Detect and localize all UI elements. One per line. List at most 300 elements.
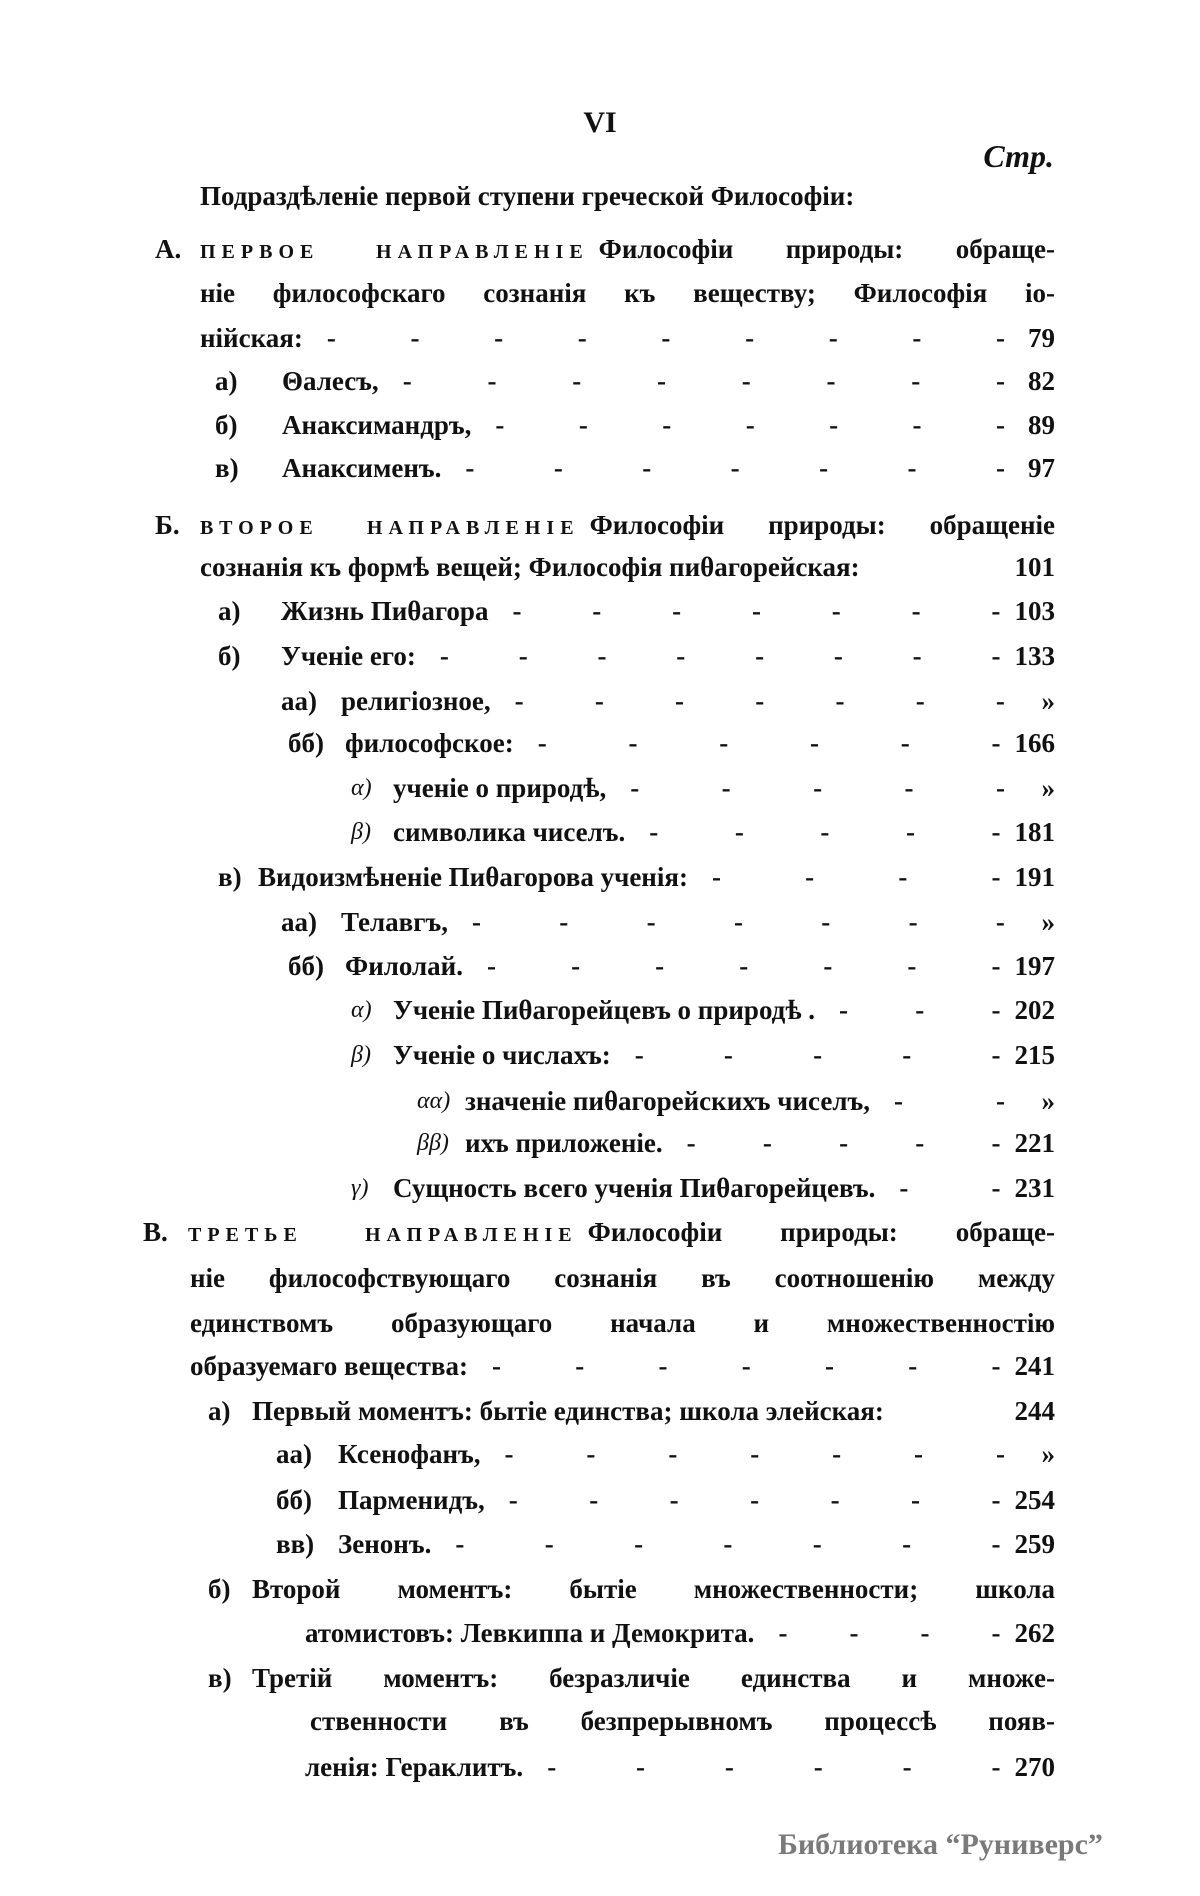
dot-leader (606, 769, 1019, 807)
entry-label: бб) (276, 1485, 312, 1515)
dot-leader (625, 813, 1014, 851)
toc-entry[interactable] (0, 506, 1200, 544)
leader-dash: - (402, 366, 412, 396)
leader-dash: - (839, 1128, 849, 1158)
entry-label: в) (218, 862, 242, 892)
toc-entry[interactable] (0, 1169, 1200, 1207)
entry-page-number: 262 (1014, 1618, 1055, 1648)
leader-dash: - (410, 323, 420, 353)
entry-label: αα) (417, 1088, 451, 1114)
entry-label: β) (351, 1042, 371, 1068)
toc-entry[interactable] (0, 1659, 1200, 1697)
leader-dash: - (487, 951, 496, 981)
leader-dash: - (991, 1128, 1001, 1158)
leader-dash: - (537, 728, 547, 758)
toc-entry[interactable] (0, 1082, 1200, 1120)
entry-page-number: 89 (1028, 410, 1055, 440)
entry-title (252, 1392, 884, 1430)
leader-dash: - (597, 641, 607, 671)
dot-leader (870, 1082, 1019, 1120)
entry-page-number: » (1041, 686, 1055, 716)
entry-body (190, 1347, 1055, 1385)
entry-body (341, 682, 1055, 720)
toc-entry[interactable] (0, 592, 1200, 630)
entry-body (200, 319, 1055, 357)
leader-dash: - (915, 686, 925, 716)
leader-dash: - (739, 951, 749, 981)
leader-dash: - (655, 951, 665, 981)
entry-page-number: 231 (1014, 1173, 1055, 1203)
toc-entry[interactable] (0, 406, 1200, 444)
entry-title (465, 1124, 663, 1162)
toc-entry[interactable] (0, 813, 1200, 851)
leader-dash: - (991, 1752, 1001, 1782)
leader-dash: - (912, 410, 922, 440)
leader-dash: - (902, 1529, 912, 1559)
leader-dash: - (991, 1040, 1001, 1070)
entry-text: Третiй моментъ: безразличiе единства и множе- (252, 1663, 1055, 1693)
leader-dash: - (829, 410, 839, 440)
leader-dash: - (745, 323, 755, 353)
entry-text: Ученiе о числахъ: (393, 1040, 611, 1070)
entry-title (252, 1570, 1055, 1608)
leader-dash: - (634, 1529, 644, 1559)
entry-text: ленiя: Гераклитъ. (305, 1752, 524, 1782)
entry-title (252, 1659, 1055, 1697)
leader-dash: - (575, 1351, 585, 1381)
leader-dash: - (514, 686, 524, 716)
leader-dash: - (813, 773, 823, 803)
entry-title (341, 682, 491, 720)
leader-dash: - (812, 1529, 822, 1559)
entry-text: образуемаго вещества: (190, 1351, 468, 1381)
leader-dash: - (911, 366, 921, 396)
entry-page-number: 270 (1014, 1752, 1055, 1782)
entry-title (200, 506, 1055, 547)
leader-dash: - (991, 1351, 1001, 1381)
entry-heading-spaced: ПЕРВОЕ НАПРАВЛЕНIЕ (200, 241, 589, 263)
toc-entry[interactable] (0, 1570, 1200, 1608)
entry-page-number: 79 (1028, 323, 1055, 353)
entry-page-number: 259 (1014, 1529, 1055, 1559)
entry-body (282, 449, 1055, 487)
leader-dash: - (668, 1439, 678, 1469)
leader-dash: - (686, 1128, 696, 1158)
leader-dash: - (751, 596, 761, 626)
leader-dash: - (572, 366, 582, 396)
entry-body (393, 991, 1055, 1029)
entry-text: философское: (345, 728, 514, 758)
leader-dash: - (750, 1485, 760, 1515)
toc-entry[interactable] (0, 858, 1200, 896)
entry-text: Θалесъ, (282, 366, 379, 396)
entry-page-number: 101 (1014, 552, 1055, 582)
entry-label: аа) (276, 1439, 312, 1469)
leader-dash: - (813, 1040, 823, 1070)
toc-entry[interactable] (0, 1748, 1200, 1786)
entry-title (465, 1082, 870, 1120)
entry-text: символика чиселъ. (393, 817, 626, 847)
leader-dash: - (991, 728, 1001, 758)
entry-text: Философiи природы: обращенiе (589, 510, 1055, 540)
entry-page-number: 133 (1014, 641, 1055, 671)
leader-dash: - (676, 641, 686, 671)
leader-dash: - (995, 773, 1005, 803)
entry-title (393, 991, 815, 1029)
entry-body (338, 1525, 1055, 1563)
leader-dash: - (907, 453, 917, 483)
leader-dash: - (734, 817, 744, 847)
leader-dash: - (813, 1752, 823, 1782)
leader-dash: - (819, 453, 829, 483)
entry-text: Зенонъ. (338, 1529, 432, 1559)
leader-dash: - (915, 995, 925, 1025)
leader-dash: - (439, 641, 449, 671)
entry-text: Ученiе Пиθагорейцевъ о природѣ . (393, 995, 816, 1025)
entry-body (393, 813, 1055, 851)
toc-entry[interactable] (0, 903, 1200, 941)
entry-text: Жизнь Пиθагора (281, 596, 489, 626)
entry-text: религiозное, (341, 686, 491, 716)
leader-dash: - (991, 1173, 1001, 1203)
entry-title (345, 947, 463, 985)
entry-page-number: » (1041, 907, 1055, 937)
leader-dash: - (902, 1752, 912, 1782)
entry-body (393, 1036, 1055, 1074)
toc-entry[interactable] (0, 1259, 1200, 1297)
leader-dash: - (995, 410, 1005, 440)
entry-title (338, 1481, 485, 1519)
toc-entry[interactable] (0, 1614, 1200, 1652)
dot-leader (523, 1748, 1014, 1786)
leader-dash: - (733, 907, 743, 937)
entry-page-number: 244 (1014, 1396, 1055, 1426)
entry-title (338, 1435, 481, 1473)
entry-body (393, 769, 1055, 807)
leader-dash: - (995, 453, 1005, 483)
leader-dash: - (825, 1351, 834, 1381)
entry-body (393, 1169, 1055, 1207)
entry-body (338, 1481, 1055, 1519)
leader-dash: - (995, 907, 1005, 937)
toc-entry[interactable] (0, 1702, 1200, 1740)
entry-title (282, 406, 471, 444)
leader-dash: - (586, 1439, 596, 1469)
leader-dash: - (741, 1351, 751, 1381)
entry-body (252, 1392, 1055, 1430)
leader-dash: - (634, 1040, 644, 1070)
toc-entry[interactable] (0, 319, 1200, 357)
entry-page-number: 191 (1014, 862, 1055, 892)
page-column-label: Стр. (983, 138, 1054, 174)
toc-entry[interactable] (0, 1304, 1200, 1342)
entry-label: γ) (351, 1175, 369, 1201)
entry-body (338, 1435, 1055, 1473)
dot-leader (448, 903, 1019, 941)
leader-dash: - (911, 1485, 921, 1515)
entry-title (200, 319, 303, 357)
leader-dash: - (907, 951, 917, 981)
toc-entry[interactable] (0, 947, 1200, 985)
leader-dash: - (995, 686, 1005, 716)
leader-dash: - (656, 366, 666, 396)
toc-entry[interactable] (0, 1124, 1200, 1162)
toc-entry[interactable] (0, 724, 1200, 762)
leader-dash: - (908, 1351, 918, 1381)
entry-text: Сущность всего ученiя Пиθагорейцевъ. (393, 1173, 876, 1203)
entry-text: атомистовъ: Левкиппа и Демокрита. (305, 1618, 755, 1648)
leader-dash: - (730, 453, 740, 483)
leader-dash: - (512, 596, 522, 626)
dot-leader (875, 1169, 1014, 1207)
toc-entry[interactable] (0, 177, 1200, 215)
leader-dash: - (991, 1485, 1001, 1515)
dot-leader (663, 1124, 1015, 1162)
toc-entry[interactable] (0, 1347, 1200, 1385)
toc-entry[interactable] (0, 1213, 1200, 1251)
leader-dash: - (649, 817, 659, 847)
entry-title (190, 1347, 468, 1385)
leader-dash: - (991, 817, 1001, 847)
leader-dash: - (805, 862, 815, 892)
entry-title (341, 903, 448, 941)
entry-text: ихъ приложенiе. (465, 1128, 663, 1158)
leader-dash: - (518, 641, 528, 671)
entry-label: а) (215, 366, 238, 396)
leader-dash: - (465, 453, 475, 483)
entry-page-number: » (1041, 1086, 1055, 1116)
leader-dash: - (494, 323, 504, 353)
leader-dash: - (762, 1128, 772, 1158)
entry-label: α) (351, 775, 372, 801)
entry-title (200, 548, 860, 586)
leader-dash: - (630, 773, 640, 803)
entry-page-number: 241 (1014, 1351, 1055, 1381)
leader-dash: - (821, 907, 831, 937)
toc-entry[interactable] (0, 230, 1200, 268)
leader-dash: - (755, 686, 765, 716)
entry-body (190, 1259, 1055, 1297)
entry-label: ββ) (417, 1130, 449, 1156)
leader-dash: - (849, 1618, 859, 1648)
leader-dash: - (628, 728, 638, 758)
toc-entry[interactable] (0, 637, 1200, 675)
toc-entry[interactable] (0, 362, 1200, 400)
entry-page-number: 254 (1014, 1485, 1055, 1515)
entry-text: Философiи природы: обраще- (587, 1217, 1055, 1247)
entry-label: в) (215, 453, 239, 483)
entry-body (190, 1304, 1055, 1342)
leader-dash: - (898, 862, 908, 892)
leader-dash: - (991, 641, 1001, 671)
entry-text: единствомъ образующаго начала и множественностiю (190, 1308, 1055, 1338)
entry-page-number: 181 (1014, 817, 1055, 847)
leader-dash: - (823, 951, 833, 981)
entry-label: б) (208, 1574, 231, 1604)
entry-text: ученiе о природѣ, (393, 773, 607, 803)
entry-body (200, 274, 1055, 312)
entry-title (188, 1213, 1055, 1254)
toc-entry[interactable] (0, 274, 1200, 312)
leader-dash: - (544, 1529, 554, 1559)
toc-entry[interactable] (0, 1525, 1200, 1563)
entry-body (200, 230, 1055, 271)
leader-dash: - (721, 773, 731, 803)
leader-dash: - (908, 907, 918, 937)
leader-dash: - (902, 1040, 912, 1070)
leader-dash: - (559, 907, 569, 937)
toc-entry[interactable] (0, 1392, 1200, 1430)
leader-dash: - (820, 817, 830, 847)
entry-title (338, 1525, 431, 1563)
entry-label: а) (208, 1396, 231, 1426)
entry-label: аа) (281, 907, 317, 937)
entry-title (345, 724, 514, 762)
leader-dash: - (915, 1128, 925, 1158)
entry-title (393, 1036, 611, 1074)
leader-dash: - (996, 1086, 1005, 1116)
entry-title (305, 1614, 754, 1652)
leader-dash: - (711, 862, 721, 892)
entry-body (200, 548, 1055, 586)
entry-body (310, 1702, 1055, 1740)
toc-entry[interactable] (0, 1036, 1200, 1074)
leader-dash: - (831, 596, 841, 626)
leader-dash: - (991, 862, 1001, 892)
leader-dash: - (750, 1439, 760, 1469)
entry-title (281, 637, 416, 675)
entry-label: В. (143, 1217, 168, 1247)
entry-text: Парменидъ, (338, 1485, 485, 1515)
entry-text: Филолай. (345, 951, 463, 981)
leader-dash: - (487, 366, 497, 396)
leader-dash: - (991, 1529, 1001, 1559)
leader-dash: - (833, 641, 843, 671)
leader-dash: - (995, 366, 1005, 396)
entry-title (190, 1259, 1055, 1297)
entry-heading-spaced: ВТОРОЕ НАПРАВЛЕНIЕ (200, 517, 580, 539)
leader-dash: - (658, 1351, 668, 1381)
entry-title (393, 1169, 875, 1207)
leader-dash: - (455, 1529, 465, 1559)
dot-leader (431, 1525, 1014, 1563)
entry-title (393, 813, 625, 851)
entry-text: Ксенофанъ, (338, 1439, 481, 1469)
entry-body (341, 903, 1055, 941)
toc-entry[interactable] (0, 548, 1200, 586)
entry-text: сознанiя къ формѣ вещей; Философiя пиθагорейская: (200, 552, 860, 582)
entry-title (282, 449, 441, 487)
entry-text: Анаксименъ. (282, 453, 442, 483)
leader-dash: - (662, 410, 672, 440)
dot-leader (754, 1614, 1014, 1652)
entry-body (282, 406, 1055, 444)
toc-entry[interactable] (0, 1481, 1200, 1519)
dot-leader (379, 362, 1019, 400)
entry-page-number: 166 (1014, 728, 1055, 758)
toc-entry[interactable] (0, 769, 1200, 807)
entry-title (200, 230, 1055, 271)
leader-dash: - (547, 1752, 557, 1782)
entry-label: аа) (281, 686, 317, 716)
entry-page-number: 202 (1014, 995, 1055, 1025)
library-watermark: Библиотека “Руниверс” (778, 1828, 1103, 1861)
entry-body (252, 1659, 1055, 1697)
leader-dash: - (912, 323, 922, 353)
entry-page-number: » (1041, 773, 1055, 803)
entry-text: Философiи природы: обраще- (598, 234, 1055, 264)
leader-dash: - (914, 1439, 924, 1469)
dot-leader (303, 319, 1019, 357)
toc-entry[interactable] (0, 449, 1200, 487)
entry-body (465, 1082, 1055, 1120)
entry-page-number: 221 (1014, 1128, 1055, 1158)
leader-dash: - (900, 728, 910, 758)
leader-dash: - (832, 1439, 842, 1469)
leader-dash: - (646, 907, 656, 937)
entry-title (310, 1702, 1055, 1740)
entry-text: Видоизмѣненiе Пиθагорова ученiя: (258, 862, 688, 892)
leader-dash: - (839, 995, 849, 1025)
entry-body (252, 1570, 1055, 1608)
page-folio: VI (583, 106, 617, 139)
leader-dash: - (594, 686, 604, 716)
entry-text: Первый моментъ: бытiе единства; школа элейская: (252, 1396, 884, 1426)
entry-body (281, 592, 1055, 630)
entry-body (305, 1748, 1055, 1786)
entry-body (281, 637, 1055, 675)
leader-dash: - (592, 596, 602, 626)
toc-entry[interactable] (0, 682, 1200, 720)
entry-text: Второй моментъ: бытiе множественности; школа (252, 1574, 1055, 1604)
leader-dash: - (675, 686, 685, 716)
dot-leader (441, 449, 1019, 487)
leader-dash: - (828, 323, 838, 353)
dot-leader (416, 637, 1015, 675)
leader-dash: - (669, 1485, 679, 1515)
entry-text: ственности въ безпрерывномъ процессѣ появ- (310, 1706, 1055, 1736)
entry-body (345, 947, 1055, 985)
entry-label: Б. (155, 510, 180, 540)
entry-page-number: 103 (1014, 596, 1055, 626)
leader-dash: - (905, 817, 915, 847)
leader-dash: - (672, 596, 682, 626)
leader-dash: - (661, 323, 671, 353)
toc-entry[interactable] (0, 1435, 1200, 1473)
toc-entry[interactable] (0, 991, 1200, 1029)
entry-heading-spaced: ТРЕТЬЕ НАПРАВЛЕНIЕ (188, 1224, 578, 1246)
entry-text: нiе философствующаго сознанiя въ соотношенiю между (190, 1263, 1055, 1293)
dot-leader (485, 1481, 1015, 1519)
leader-dash: - (508, 1485, 518, 1515)
entry-body (305, 1614, 1055, 1652)
dot-leader (481, 1435, 1020, 1473)
dot-leader (488, 592, 1014, 630)
leader-dash: - (912, 641, 922, 671)
leader-dash: - (642, 453, 652, 483)
entry-label: в) (208, 1663, 232, 1693)
leader-dash: - (719, 728, 729, 758)
leader-dash: - (835, 686, 845, 716)
entry-label: бб) (288, 728, 324, 758)
entry-text: нiйская: (200, 323, 303, 353)
entry-label: А. (155, 234, 182, 264)
entry-page-number: 197 (1014, 951, 1055, 981)
entry-title (200, 274, 1055, 312)
dot-leader (514, 724, 1015, 762)
entry-label: б) (218, 641, 241, 671)
entry-label: α) (351, 997, 372, 1023)
